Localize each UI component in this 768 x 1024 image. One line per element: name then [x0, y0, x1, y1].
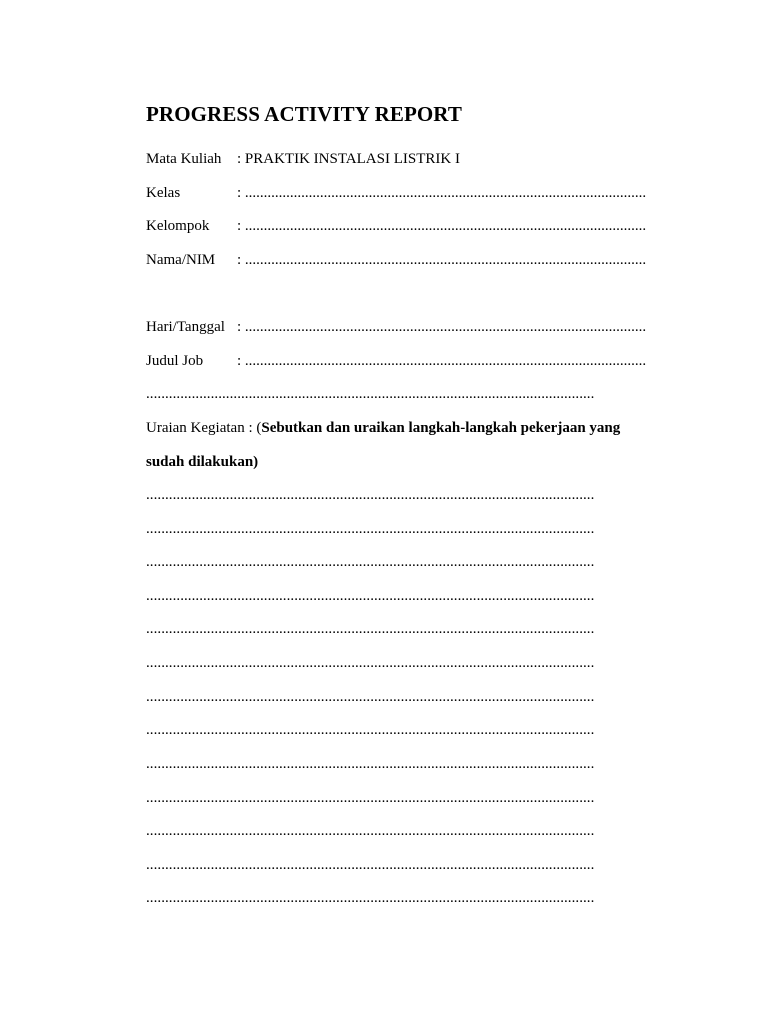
blank-line[interactable]: ...................................................................................................................... — [146, 722, 595, 738]
blank-line[interactable]: ...................................................................................................................... — [146, 756, 595, 772]
blank-line[interactable]: ...................................................................................................................... — [146, 857, 595, 873]
field-judul-job — [146, 350, 656, 372]
page-title: PROGRESS ACTIVITY REPORT — [146, 102, 462, 126]
blank-line[interactable]: ...................................................................................................................... — [146, 689, 595, 705]
blank-line[interactable]: ...................................................................................................................... — [146, 790, 595, 806]
blank-line[interactable]: ...................................................................................................................... — [146, 521, 595, 537]
field-value: : PRAKTIK INSTALASI LISTRIK I — [237, 151, 460, 167]
field-value[interactable]: : ........................................................................................................... — [237, 252, 647, 268]
field-label: Kelompok — [146, 218, 210, 234]
blank-line[interactable]: ...................................................................................................................... — [146, 588, 595, 604]
uraian-label: Uraian Kegiatan : ( — [146, 420, 262, 436]
field-label: Hari/Tanggal — [146, 319, 225, 335]
blank-line[interactable]: ...................................................................................................................... — [146, 890, 595, 906]
field-value[interactable]: : ........................................................................................................... — [237, 185, 647, 201]
blank-line[interactable]: ...................................................................................................................... — [146, 823, 595, 839]
blank-line[interactable]: ...................................................................................................................... — [146, 554, 595, 570]
field-nama-nim — [146, 249, 656, 271]
uraian-instruction: Sebutkan dan uraikan langkah-langkah pekerjaan yang — [261, 420, 621, 436]
field-kelas — [146, 182, 656, 204]
field-label: Judul Job — [146, 353, 204, 369]
uraian-instruction-line2: sudah dilakukan) — [146, 454, 259, 470]
blank-line[interactable]: ...................................................................................................................... — [146, 487, 595, 503]
blank-line[interactable]: ...................................................................................................................... — [146, 621, 595, 637]
field-label: Mata Kuliah — [146, 151, 222, 167]
field-value[interactable]: : ........................................................................................................... — [237, 319, 647, 335]
field-kelompok — [146, 215, 656, 237]
field-value[interactable]: : ........................................................................................................... — [237, 218, 647, 234]
uraian-instruction-continued — [146, 451, 656, 473]
field-label: Nama/NIM — [146, 252, 216, 268]
uraian-kegiatan-heading — [146, 417, 656, 439]
judul-job-continuation-line[interactable]: ...................................................................................................................... — [146, 386, 595, 402]
field-label: Kelas — [146, 185, 181, 201]
blank-line[interactable]: ...................................................................................................................... — [146, 655, 595, 671]
field-hari-tanggal — [146, 316, 656, 338]
field-value[interactable]: : ........................................................................................................... — [237, 353, 647, 369]
field-mata-kuliah — [146, 148, 656, 170]
